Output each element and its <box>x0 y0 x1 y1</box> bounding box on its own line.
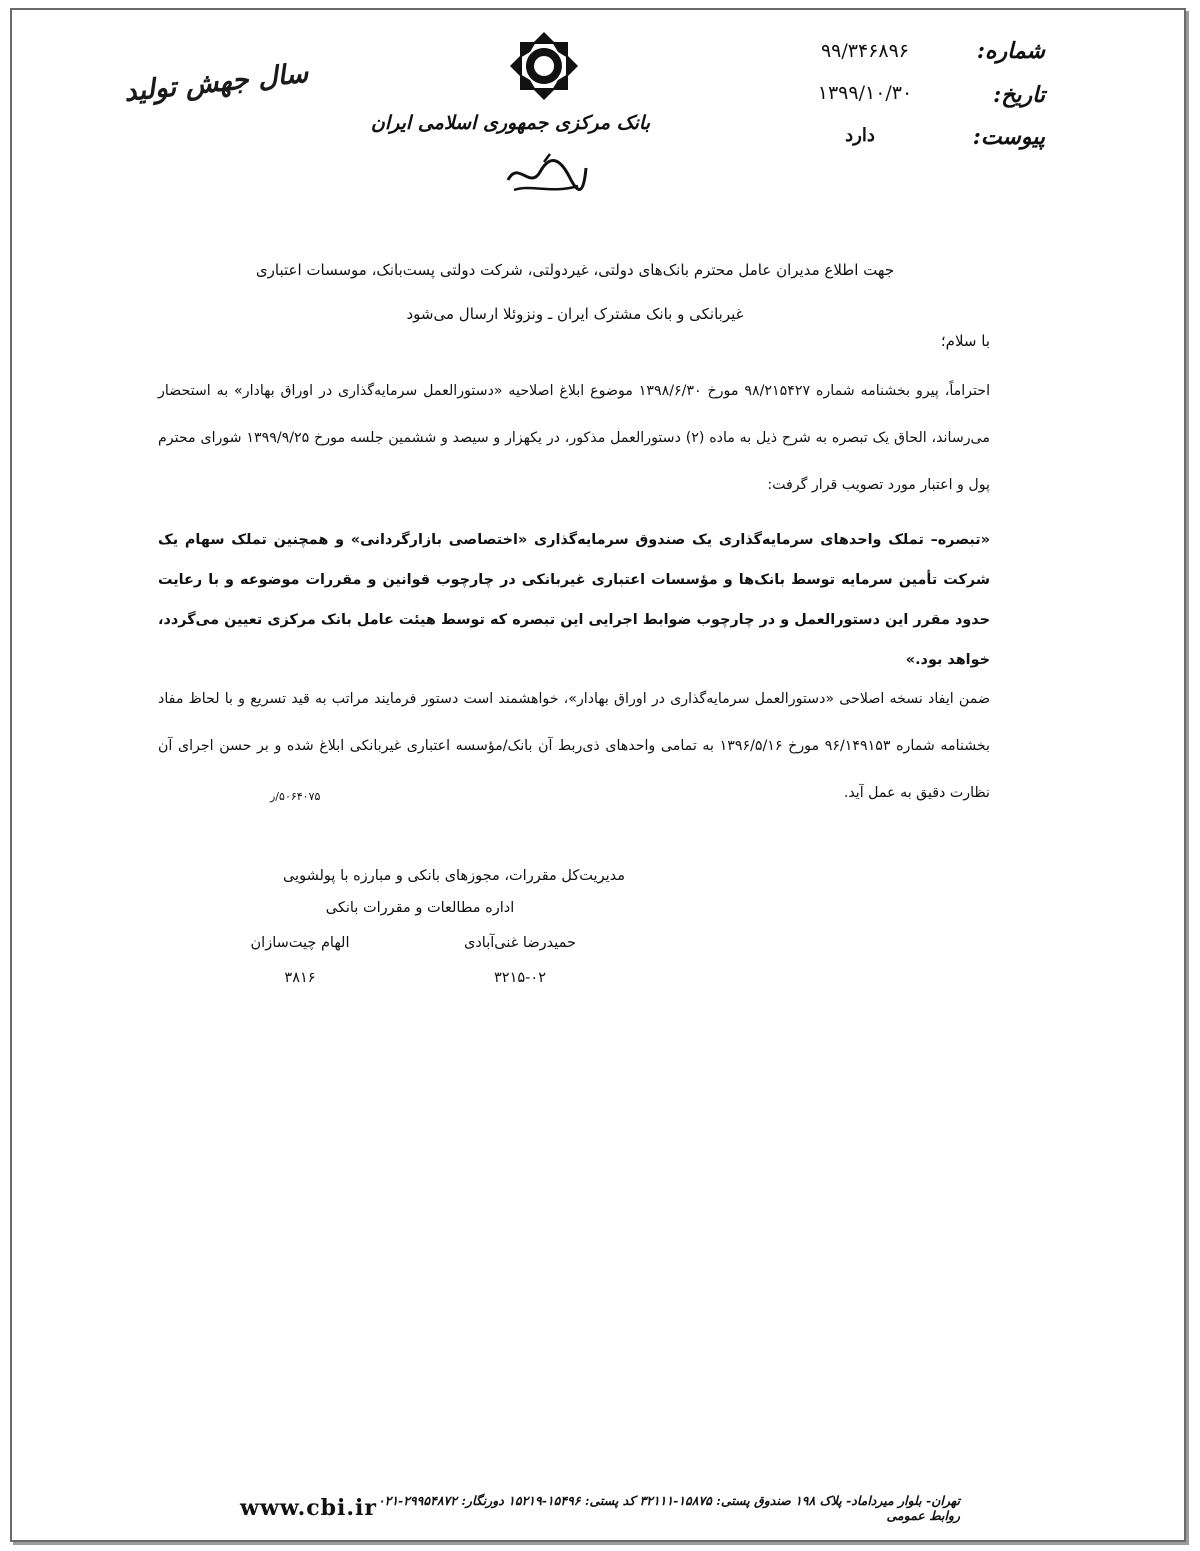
letter-number-label: شماره: <box>976 38 1045 64</box>
slogan-text: سال جهش تولید <box>122 57 310 108</box>
paragraph-3: ضمن ایفاد نسخه اصلاحی «دستورالعمل سرمایه‌گذاری در اوراق بهادار»، خواهشمند است دستور فرمایند مراتب به قید تسریع و با لحاظ مفاد بخشنامه شماره ۹۶/۱۴۹۱۵۳ مورخ ۱۳۹۶/۵/۱۶ به تمامی واحدهای ذی‌ربط آن بانک/مؤسسه اعتباری غیربانکی ابلاغ شده و بر حسن اجرای آن نظارت دقیق به عمل آید. <box>158 691 990 801</box>
signer-2-name: الهام چیت‌سازان <box>250 935 350 951</box>
bank-name: بانک مرکزی جمهوری اسلامی ایران <box>370 112 650 134</box>
greeting: با سلام؛ <box>940 332 990 350</box>
intro-line-1: جهت اطلاع مدیران عامل محترم بانک‌های دولتی، غیردولتی، شرکت دولتی پست‌بانک، موسسات اعتباری <box>255 261 895 279</box>
department-line-1: مدیریت‌کل مقررات، مجوزهای بانکی و مبارزه با پولشویی <box>282 868 625 884</box>
intro-line-2: غیربانکی و بانک مشترک ایران ـ ونزوئلا ارسال می‌شود <box>406 305 744 323</box>
signer-1-code: ۳۲۱۵-۰۲ <box>494 970 546 986</box>
footer <box>240 1488 960 1528</box>
signature-seal-icon <box>500 150 590 200</box>
date-label: تاریخ: <box>993 82 1045 108</box>
paragraph-1: احتراماً، پیرو بخشنامه شماره ۹۸/۲۱۵۴۲۷ مورخ ۱۳۹۸/۶/۳۰ موضوع ابلاغ اصلاحیه «دستورالعمل سرمایه‌گذاری در اوراق بهادار» به استحضار می‌رساند، الحاق یک تبصره به شرح ذیل به ماده (۲) دستورالعمل مذکور، در یکهزار و سیصد و ششمین جلسه مورخ ۱۳۹۹/۹/۲۵ شورای محترم پول و اعتبار مورد تصویب قرار گرفت: <box>158 383 991 493</box>
attachment-value: دارد <box>845 125 875 146</box>
signer-2-code: ۳۸۱۶ <box>284 970 316 986</box>
reference-code: ۵۰۶۴۰۷۵/ر <box>270 790 321 803</box>
attachment-label: پیوست: <box>972 124 1045 150</box>
date-value: ۱۳۹۹/۱۰/۳۰ <box>817 82 913 104</box>
department-line-2: اداره مطالعات و مقررات بانکی <box>325 900 515 916</box>
intro-recipients <box>160 248 990 336</box>
signer-1-name: حمیدرضا غنی‌آبادی <box>463 935 576 951</box>
bank-logo-icon <box>508 30 580 102</box>
letter-number-value: ۹۹/۳۴۶۸۹۶ <box>820 40 910 62</box>
paragraph-2-note: «تبصره– تملک واحدهای سرمایه‌گذاری یک صندوق سرمایه‌گذاری «اختصاصی بازارگردانی» و همچنین تملک سهام یک شرکت تأمین سرمایه توسط بانک‌ها و مؤسسات اعتباری غیربانکی در چارچوب قوانین و مقررات موضوعه و با رعایت حدود مقرر این دستورالعمل و در چارچوب ضوابط اجرایی این تبصره که توسط هیئت عامل بانک مرکزی تعیین می‌گردد، خواهد بود.» <box>158 532 990 668</box>
website-link[interactable]: www.cbi.ir <box>240 1495 378 1521</box>
footer-address: تهران- بلوار میرداماد- پلاک ۱۹۸ صندوق پستی: ۱۵۸۷۵-۳۲۱۱۱ کد پستی: ۱۵۴۹۶-۱۵۲۱۹ دورنگار: ۲۹۹۵۴۸۷۲-۰۲۱ روابط عمومی <box>377 1493 960 1523</box>
